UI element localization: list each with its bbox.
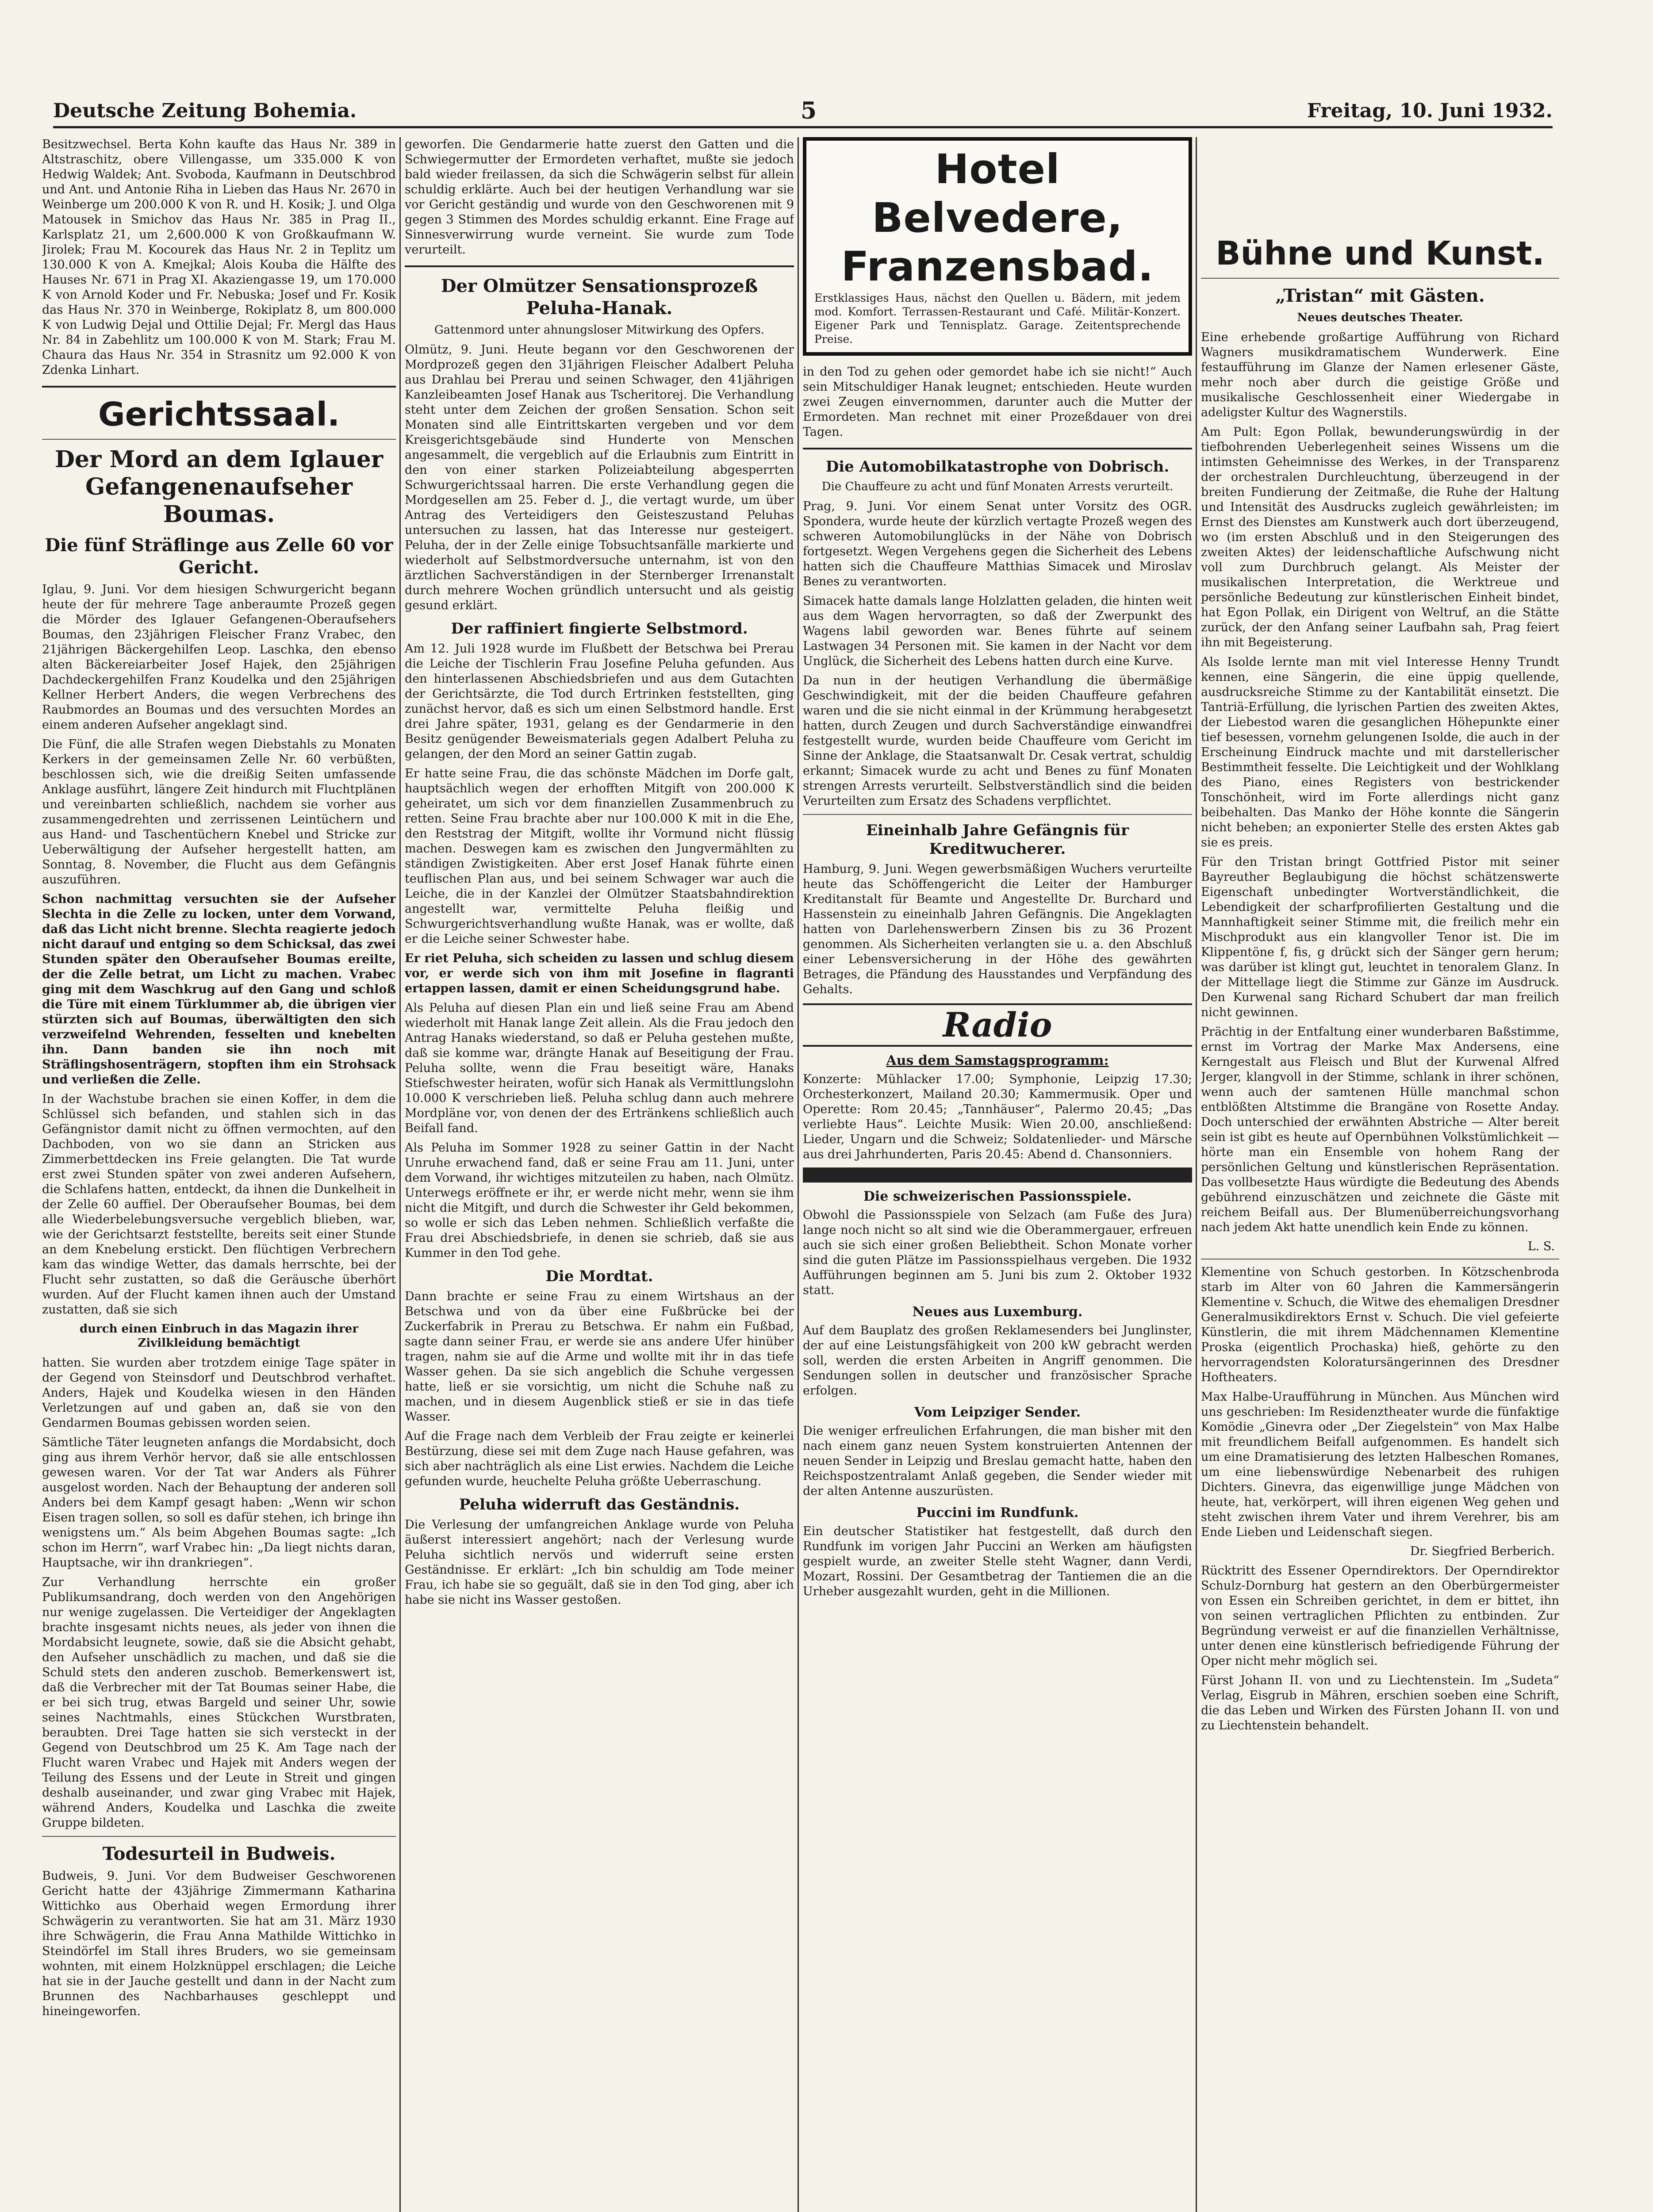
ad-text: Erstklassiges Haus, nächst den Quellen u. Bädern, mit jedem mod. Komfort. Terrassen-Restaurant und Café. Militär-Konzert. Eigener Park und Tennisplatz. Garage. Zeitentsprechende Preise. xyxy=(814,292,1181,346)
article-title: „Tristan“ mit Gästen. xyxy=(1275,285,1485,306)
paragraph: Ein deutscher Statistiker hat festgestellt, daß durch den Rundfunk im vorigen Jahr Puccini an Werken am häufigsten gespielt wurde, an zweiter Stelle steht Wagner, dann Verdi, Mozart, Rossini. Der Gesamtbetrag der Tantiemen die an die Urheber ausgezahlt wurden, geht in die Millionen. xyxy=(803,1525,1192,1598)
paragraph: Prächtig in der Entfaltung einer wunderbaren Baßstimme, ernst im Vortrag der Marke Max Andersens, eine Kerngestalt aus Fleisch und Blut der Kurwenal Alfred Jerger, klangvoll in der Stimme, schlank in ihrer schönen, wenn auch der samtenen Hülle manchmal schon entblößten Altstimme die Brangäne von Rosette Anday. Doch unterschied der erwähnten Abstriche — Alter bereit sein ist gibt es heute auf Opernbühnen Volkstümlichkeit — hörte man ein Ensemble von hohem Rang der persönlichen Geltung und künstlerischen Repräsentation. Das vollbesetzte Haus würdigte die Bedeutung des Abends gebührend einzuschätzen und zeichnete die Gäste mit reichem Beifall aus. Der Blumenüberreichungsvorhang nach jedem Akt hatte unendlich kein Ende zu können. xyxy=(1201,1025,1559,1234)
paragraph: Dann brachte er seine Frau zu einem Wirtshaus an der Betschwa und von da über eine Fußbrücke bei der Zuckerfabrik in Prerau zu Betschwa. Er nahm ein Fußbad, sagte dann seiner Frau, er werde sie ans andere Ufer hinüber tragen, nahm sie auf die Arme und wollte mit ihr in das tiefe Wasser gehen. Da sie sich angeblich die Schuhe vergessen hatte, ließ er sie vorsichtig, um nicht die Schuhe naß zu machen, und in diesem Augenblick stieß er sie in das tiefe Wasser. xyxy=(405,1290,794,1424)
divider xyxy=(1201,278,1559,279)
paragraph: In der Wachstube brachen sie einen Koffer, in dem die Schlüssel sich befanden, und stahlen sich in das Gefängnistor damit nicht zu öffnen vermochten, auf den Dachboden, von wo sie dann an Stricken aus Zimmerbettdecken ins Freie gelangten. Die Tat wurde erst zwei Stunden später von zwei anderen Aufsehern, die Schlafens hatten, entdeckt, da ihnen die Dunkelheit in der Zelle 60 auffiel. Der Oberaufseher Boumas, bei dem alle Wiederbelebungsversuche vergeblich blieben, war, wie der Gerichtsarzt feststellte, bereits seit einer Stunde an dem Knebelung erstickt. Den flüchtigen Verbrechern kam das windige Wetter, das damals herrschte, bei der Flucht sehr zustatten, so daß die Geräusche überhört wurden. Auf der Flucht kamen ihnen auch der Umstand zustatten, daß sie sich xyxy=(42,1092,396,1317)
paragraph: Am Pult: Egon Pollak, bewunderungswürdig in der tiefbohrenden Ueberlegenheit seines Wissens um die intimsten Geheimnisse des Werkes, in der Transparenz der orchestralen Durchleuchtung, überzeugend in der breiten Fundierung der Zeitmaße, die Ruhe der Haltung und Intensität des Ausdrucks zugleich gewährleisten; im Ernst des Dienstes am Kunstwerk auch dort überzeugend, wo (im ersten Abschluß und in den Steigerungen des zweiten Aktes) der leidenschaftliche Aufschwung nicht voll zum Durchbruch gelangt. Als Meister der musikalischen Interpretation, die Werktreue und persönliche Bedeutung zur künstlerischen Einheit bindet, hat Egon Pollak, ein Dirigent von Weltruf, an die Stätte zurück, der den Anfang seiner Laufbahn sah, Prag feiert ihn mit Begeisterung. xyxy=(1201,425,1559,649)
article-title: Die Automobilkatastrophe von Dobrisch. xyxy=(825,458,1170,476)
hotel-advertisement xyxy=(803,137,1192,356)
masthead xyxy=(53,95,1553,128)
paper-name: Deutsche Zeitung Bohemia. xyxy=(53,100,357,122)
radio-section-heading: Radio xyxy=(803,1003,1192,1047)
section-heading-buehne: Bühne und Kunst. xyxy=(1216,234,1545,273)
paragraph: Am 12. Juli 1928 wurde im Flußbett der Betschwa bei Prerau die Leiche der Tischlerin Frau Josefine Peluha gefunden. Aus den hinterlassenen Abschiedsbriefen und aus dem Gutachten der Gerichtsärzte, die Tod durch Ertrinken feststellten, ging zunächst hervor, daß es sich um einen Selbstmord handle. Erst drei Jahre später, 1931, gelang es der Gendarmerie in den Besitz genügender Beweismaterials gegen Adalbert Peluha zu gelangen, der den Mord an seiner Gattin zugab. xyxy=(405,642,794,761)
paragraph: Auf die Frage nach dem Verbleib der Frau zeigte er keinerlei Bestürzung, diese sei mit dem Zuge nach Hause gefahren, was sich aber nachträglich als eine List erwies. Nachdem die Leiche gefunden wurde, heuchelte Peluha größte Ueberraschung. xyxy=(405,1429,794,1488)
paragraph: Zur Verhandlung herrschte ein großer Publikumsandrang, doch werden von den Angehörigen nur wenige zugelassen. Die Verteidiger der Angeklagten brachte insgesamt nichts neues, als jeder von ihnen die Mordabsicht leugnete, sowie, daß sie die Absicht gehabt, den Aufseher unschädlich zu machen, und daß sie die Schuld stets den anderen zuschob. Bemerkenswert ist, daß die Verbrecher mit der Tat Boumas seiner Habe, die er bei sich trug, etwas Bargeld und seiner Uhr, sowie seines Nachtmahls, eines Stückchen Wurstbraten, beraubten. Drei Tage hatten sie sich versteckt in der Gegend von Deutschbrod um 25 K. Am Tage nach der Flucht waren Vrabec und Hajek mit Anders wegen der Teilung des Essens und der Leute in Streit und gingen deshalb auseinander, und zwar ging Vrabec mit Hajek, während Anders, Koudelka und Laschka die zweite Gruppe bildeten. xyxy=(42,1575,396,1830)
column-rule xyxy=(798,137,799,2212)
column-rule xyxy=(399,137,401,2212)
column-3 xyxy=(803,137,1192,2212)
divider xyxy=(42,386,396,388)
column-4 xyxy=(1201,137,1559,2212)
article-subtitle: Gattenmord unter ahnungsloser Mitwirkung des Opfers. xyxy=(434,323,764,337)
black-bar xyxy=(803,1167,1192,1183)
paragraph: in den Tod zu gehen oder gemordet habe ich sie nicht!“ Auch sein Mitschuldiger Hanak leugnet; entschieden. Heute wurden zwei Zeugen einvernommen, darunter auch die Mutter der Ermordeten. Man rechnet mit einer Prozeßdauer von drei Tagen. xyxy=(803,365,1192,439)
divider xyxy=(803,814,1192,815)
article-title: Eineinhalb Jahre Gefängnis für Kreditwucherer. xyxy=(866,822,1129,858)
paragraph: Simacek hatte damals lange Holzlatten geladen, die hinten weit aus dem Wagen hervorragten, so daß der Zwerpunkt des Wagens labil geworden war. Benes führte auf seinem Lastwagen 34 Personen mit. Sie kamen in der Nacht vor dem Unglück, die Sicherheit des Lebens hatten durch eine Kurve. xyxy=(803,594,1192,668)
article-subtitle: Die fünf Sträflinge aus Zelle 60 vor Gericht. xyxy=(45,535,393,578)
article-subtitle: Neues deutsches Theater. xyxy=(1297,311,1463,324)
paragraph: Die Fünf, die alle Strafen wegen Diebstahls zu Monaten Kerkers in der gemeinsamen Zelle Nr. 60 verbüßten, beschlossen sich, wie die dreißig Seiten umfassende Anklage ausführt, längere Zeit hindurch mit Fluchtplänen und vereinbarten schließlich, nachdem sie vorher aus zusammengedrehten und zerrissenen Leintüchern und aus Hand- und Taschentüchern Knebel und Stricke zur Ueberwältigung der Aufseher hergestellt hatten, am Sonntag, 8. November, die Flucht aus dem Gefängnis auszuführen. xyxy=(42,737,396,887)
paragraph: Die Verlesung der umfangreichen Anklage wurde von Peluha äußerst interessiert angehört; nach der Verlesung wurde Peluha sichtlich nervös und widerruft seine ersten Geständnisse. Er erklärt: „Ich bin schuldig am Tode meiner Frau, ich habe sie so geguält, daß sie in den Tod ging, aber ich habe sie nicht ins Wasser gestoßen. xyxy=(405,1518,794,1607)
divider xyxy=(405,265,794,267)
article-title: Der Mord an dem Iglauer Gefangenenaufseher Boumas. xyxy=(54,446,384,528)
issue-date: Freitag, 10. Juni 1932. xyxy=(1307,100,1553,122)
paragraph: Die weniger erfreulichen Erfahrungen, die man bisher mit den nach einem ganz neuen System konstruierten Antennen der neuen Sender in Leipzig und Breslau gemacht hatte, haben den Reichspostzentralamt Anlaß gegeben, die Sender wieder mit der alten Antenne auszurüsten. xyxy=(803,1424,1192,1498)
paragraph: Als Peluha im Sommer 1928 zu seiner Gattin in der Nacht Unruhe erwachend fand, daß er seine Frau am 11. Juni, unter dem Vorwand, ihr wichtiges mitzuteilen zu haben, nach Olmütz. Unterwegs eröffnete er ihr, er werde nicht mehr, wenn sie ihm nicht die Mitgift, und durch die Schwester ihr Geld bekommen, so wolle er sich das Leben nehmen. Schließlich verfaßte die Frau drei Abschiedsbriefe, in denen sie schrieb, daß sie aus Kummer in den Tod gehe. xyxy=(405,1141,794,1260)
paragraph: Eine erhebende großartige Aufführung von Richard Wagners musikdramatischem Wunderwerk. Eine festaufführung im Glanze der Namen erlesener Gäste, mehr noch aber durch die geistige Größe und musikalische Geschlossenheit einer Wiedergabe in adeligster Kultur des Wagnerstils. xyxy=(1201,330,1559,419)
paragraph: Obwohl die Passionsspiele von Selzach (am Fuße des Jura) lange noch nicht so alt sind wie die Oberammergauer, erfreuen auch sie sich einer großen Beliebtheit. Schon Monate vorher sind die guten Plätze im Passionsspielhaus vergeben. Die 1932 Aufführungen beginnen am 5. Juni bis zum 2. Oktober 1932 statt. xyxy=(803,1208,1192,1297)
column-rule xyxy=(1196,137,1197,2212)
paragraph: Hamburg, 9. Juni. Wegen gewerbsmäßigen Wuchers verurteilte heute das Schöffengericht die Leiter der Hamburger Kreditanstalt für Beamte und Angestellte Dr. Burchard und Hassenstein zu eineinhalb Jahren Gefängnis. Die Angeklagten hatten von Darlehenswerbern Zinsen bis zu 36 Prozent genommen. Als Sicherheiten verlangten sie u. a. den Abschluß einer Lebensversicherung in der Höhe des gewährten Betrages, die Pfändung des Hausstandes und Verpfändung des Gehalts. xyxy=(803,862,1192,996)
paragraph: Budweis, 9. Juni. Vor dem Budweiser Geschworenen Gericht hatte der 43jährige Zimmermann Katharina Wittichko aus Oberhaid wegen Ermordung ihrer Schwägerin zu verantworten. Sie hat am 31. März 1930 ihre Schwägerin, die Frau Anna Mathilde Wittichko in Steindörfel im Stall ihres Bruders, wo sie gemeinsam wohnten, mit einem Holzknüppel erschlagen; die Leiche hat sie in der Jauche gestellt und dann in der Nacht zum Brunnen des Nachbarhauses geschleppt und hineingeworfen. xyxy=(42,1869,396,2018)
article-subtitle: Die Chauffeure zu acht und fünf Monaten Arrests verurteilt. xyxy=(821,480,1174,493)
news-item: Klementine von Schuch gestorben. In Kötzschenbroda starb im Alter von 60 Jahren die Kammersängerin Klementine v. Schuch, die Witwe des ehemaligen Dresdner Generalmusikdirektors Ernst v. Schuch. Die viel gefeierte Künstlerin, die mit ihrem Mädchennamen Klementine Proska (eigentlich Prochaska) hieß, gehörte zu den hervorragendsten Koloratursängerinnen des Dresdner Hoftheaters. xyxy=(1201,1265,1559,1384)
paragraph: Auf dem Bauplatz des großen Reklamesenders bei Junglinster, der auf eine Leistungsfähigkeit von 200 kW gebracht werden soll, werden die ersten Arbeiten in Angriff genommen. Die Sendungen sollen in deutscher und französischer Sprache erfolgen. xyxy=(803,1324,1192,1398)
paragraph: Er riet Peluha, sich scheiden zu lassen und schlug diesem vor, er werde sich von ihm mit Josefine in flagranti ertappen lassen, damit er einen Scheidungsgrund habe. xyxy=(405,952,794,995)
article-title: Der Olmützer Sensationsprozeß Peluha-Hanak. xyxy=(441,276,758,319)
divider xyxy=(42,1836,396,1837)
paragraph: Iglau, 9. Juni. Vor dem hiesigen Schwurgericht begann heute der für mehrere Tage anberaumte Prozeß gegen die Mörder des Iglauer Gefangenen-Oberaufsehers Boumas, den 23jährigen Fleischer Franz Vrabec, den 21jährigen Bäckergehilfen Leop. Laschka, den ebenso alten Bäckereiarbeiter Josef Hajek, den 25jährigen Dachdeckergehilfen Franz Koudelka und den 25jährigen Kellner Herbert Anders, die wegen Verbrechens des Raubmordes an Boumas und des versuchten Mordes an einem anderen Aufseher angeklagt sind. xyxy=(42,583,396,732)
radio-subheading: Aus dem Samstagsprogramm: xyxy=(886,1053,1109,1068)
column-1 xyxy=(42,137,396,2212)
column-2 xyxy=(405,137,794,2212)
divider xyxy=(42,439,396,440)
divider xyxy=(803,448,1192,449)
paragraph: Als Isolde lernte man mit viel Interesse Henny Trundt kennen, eine Sängerin, die eine üppig quellende, ausdrucksreiche Stimme zu der Kantabilität einsetzt. Die Tantriä-Erfüllung, die lyrischen Partien des zweiten Aktes, der Liebestod waren die gesanglichen Höhepunkte einer tief besessen, vornehm gelungenen Isolde, die auch in der Erscheinung Eindruck machte und mit darstellerischer Bestimmtheit fesselte. Die Leichtigkeit und der Wohlklang des Piano, eines Registers von bestrickender Tonschönheit, wird im Forte allerdings nicht ganz beibehalten. Das Manko der Höhe konnte die Sängerin nicht beheben; an exponierter Stelle des ersten Aktes gab sie es preis. xyxy=(1201,655,1559,849)
news-item: Max Halbe-Uraufführung in München. Aus München wird uns geschrieben: Im Residenztheater wurde die fünfaktige Komödie „Ginevra oder „Der Ziegelstein“ von Max Halbe mit freundlichem Beifall aufgenommen. Es handelt sich um eine Dramatisierung des letzten Halbeschen Romanes, um eine liebenswürdige Nebenarbeit des ruhigen Dichters. Ginevra, das eigenwillige junge Mädchen von heute, hat, verkörpert, will ihren eigenen Weg gehen und steht zwischen ihrem Vater und ihrem Verehrer, bis am Ende Lieben und Leidenschaft siegen. xyxy=(1201,1390,1559,1539)
author-signature: Dr. Siegfried Berberich. xyxy=(1410,1544,1555,1558)
radio-subheading: Neues aus Luxemburg. xyxy=(912,1304,1083,1320)
paragraph: Da nun in der heutigen Verhandlung die übermäßige Geschwindigkeit, mit der die beiden Chauffeure gefahren waren und die sie nicht einmal in der Krümmung herabgesetzt hatten, durch Zeugen und durch Sachverständige einwandfrei festgestellt wurde, wurden beide Chauffeure vom Gericht im Sinne der Anklage, die Staatsanwalt Dr. Cesak vertrat, schuldig erkannt; Simacek wurde zu acht und Benes zu fünf Monaten strengen Arrests verurteilt. Selbstverständlich sind die beiden Verurteilten zum Ersatz des Schadens verpflichtet. xyxy=(803,674,1192,808)
paragraph: geworfen. Die Gendarmerie hatte zuerst den Gatten und die Schwiegermutter der Ermordeten verhaftet, mußte sie jedoch bald wieder freilassen, da sich die Schwägerin selbst für allein schuldig erklärte. Auch bei der heutigen Verhandlung war sie vor Gericht geständig und wurde von den Geschworenen mit 9 gegen 3 Stimmen des Mordes schuldig erkannt. Eine Frage auf Sinnesverwirrung wurde verneint. Sie wurde zum Tode verurteilt. xyxy=(405,138,794,257)
besitzwechsel-notice: Besitzwechsel. Berta Kohn kaufte das Haus Nr. 389 in Altstraschitz, obere Villengasse, um 335.000 K von Hedwig Waldek; Ant. Svoboda, Kaufmann in Deutschbrod und Ant. und Antonie Riha in Lieben das Haus Nr. 2670 in Weinberge um 200.000 K von R. und H. Kosik; J. und Olga Matousek in Smichov das Haus Nr. 385 in Prag II., Karlsplatz 21, um 2,600.000 K von Großkaufmann W. Jirolek; Frau M. Kocourek das Haus Nr. 2 in Teplitz um 130.000 K von A. Kmejkal; Alois Kouba die Hälfte des Hauses Nr. 671 in Prag XI. Akaziengasse 19, um 170.000 K von Arnold Koder und Fr. Nebuska; Josef und Fr. Kosik das Haus Nr. 370 in Weinberge, Rokiplatz 8, um 800.000 K von Ludwig Dejal und Ottilie Dejal; Fr. Mergl das Haus Nr. 84 in Zabehlitz um 100.000 K von M. Stark; Frau M. Chaura das Haus Nr. 354 in Strasnitz um 92.000 K von Zdenka Linhart. xyxy=(42,138,396,377)
paragraph: Er hatte seine Frau, die das schönste Mädchen im Dorfe galt, hauptsächlich wegen der erhofften Mitgift von 200.000 K geheiratet, um sich vor dem finanziellen Zusammenbruch zu retten. Seine Frau brachte aber nur 100.000 K mit in die Ehe, den Reststrag der Mitgift, wollte ihr Vormund nicht flüssig machen. Deswegen kam es zwischen den Jungvermählten zu ständigen Zwistigkeiten. Aber erst Josef Hanak führte einen teuflischen Plan aus, und bei seinem Schwager war auch die Leiche, die in der Kanzlei der Olmützer Staatsbahndirektion angestellt war, vermittelte Peluha fleißig und Schwurgerichtsverhandlung wußte Hanak, was er wollte, daß er die Leiche seiner Schwester habe. xyxy=(405,767,794,946)
page-number: 5 xyxy=(801,97,817,124)
radio-subheading: Vom Leipziger Sender. xyxy=(914,1405,1081,1420)
ad-title: Hotel Belvedere, Franzensbad. xyxy=(841,146,1154,290)
paragraph: hatten. Sie wurden aber trotzdem einige Tage später in der Gegend von Steinsdorf und Deutschbrod verhaftet. Anders, Hajek und Koudelka wiesen in den Händen Verletzungen auf und gaben an, daß sie von den Gendarmen Boumas gebissen worden seien. xyxy=(42,1356,396,1430)
paragraph: Olmütz, 9. Juni. Heute begann vor den Geschworenen der Mordprozeß gegen den 31jährigen Fleischer Adalbert Peluha aus Drahlau bei Prerau und seinen Schwager, den 41jährigen Kanzleibeamten Josef Hanak aus Tscheritorej. Die Verhandlung steht unter dem Zeichen der großen Sensation. Schon seit Monaten sind alle Eintrittskarten vergeben und vor dem Kreisgerichtsgebäude sind Hunderte von Menschen angesammelt, die vergeblich auf die Erlaubnis zum Eintritt in den von einer starken Polizeiabteilung abgesperrten Schwurgerichtssaal harren. Die erste Verhandlung gegen die Mordgesellen am 25. Feber d. J., die vertagt wurde, um über Antrag des Verteidigers den Geisteszustand Peluhas untersuchen zu lassen, hat das Interesse nur gesteigert. Peluha, der in der Zelle einige Tobsuchtsanfälle markierte und wiederholt auf Selbstmordversuche unternahm, ist von den ärztlichen Sachverständigen in der Sternberger Irrenanstalt durch mehrere Wochen gründlich untersucht und als geistig gesund erklärt. xyxy=(405,343,794,612)
paragraph: Sämtliche Täter leugneten anfangs die Mordabsicht, doch ging aus ihrem Verhör hervor, daß sie alle entschlossen gewesen waren. Vor der Tat war Anders als Führer ausgelost worden. Nach der Behauptung der anderen soll Anders bei dem Kampf gesagt haben: „Wenn wir schon Eisen tragen sollen, so soll es dafür stehen, ich bringe ihn wenigstens um.“ Als beim Abgehen Boumas sagte: „Ich schon im Herrn“, warf Vrabec hin: „Da liegt nichts daran, Hauptsache, wir ihn drankriegen“. xyxy=(42,1436,396,1570)
paragraph: Prag, 9. Juni. Vor einem Senat unter Vorsitz des OGR. Spondera, wurde heute der kürzlich vertagte Prozeß wegen des schweren Automobilunglücks in der Nähe von Dobrisch fortgesetzt. Wegen Vergehens gegen die Sicherheit des Lebens hatten sich die Chauffeure Matthias Simacek und Miroslav Benes zu verantworten. xyxy=(803,499,1192,588)
section-heading-gerichtssaal: Gerichtssaal. xyxy=(98,396,340,434)
news-item: Fürst Johann II. von und zu Liechtenstein. Im „Sudeta“ Verlag, Eisgrub in Mähren, erschien soeben eine Schrift, die das Leben und Wirken des Fürsten Johann II. von und zu Liechtenstein behandelt. xyxy=(1201,1674,1559,1732)
radio-subheading: Puccini im Rundfunk. xyxy=(916,1505,1079,1521)
radio-subheading: Die schweizerischen Passionsspiele. xyxy=(863,1189,1132,1204)
article-title: Todesurteil in Budweis. xyxy=(102,1843,336,1864)
divider xyxy=(1201,1259,1559,1260)
section-subheading: Der raffiniert fingierte Selbstmord. xyxy=(451,620,748,637)
paragraph: Als Peluha auf diesen Plan ein und ließ seine Frau am Abend wiederholt mit Hanak lange Zeit allein. Als die Frau jedoch den Antrag Hanaks wiederstand, so daß er Peluha gestehen mußte, daß sie komme war, drängte Hanak auf Beseitigung der Frau. Peluha sollte, wenn die Frau beseitigt wäre, Hanaks Stiefschwester heiraten, wofür sich Hanak als Vermittlungslohn 10.000 K verschrieben ließ. Peluha schlug dann auch mehrere Mordpläne vor, von denen der des Ertränkens schließlich auch Beifall fand. xyxy=(405,1001,794,1135)
paragraph: Konzerte: Mühlacker 17.00; Symphonie, Leipzig 17.30; Orchesterkonzert, Mailand 20.30; Kammermusik. Oper und Operette: Rom 20.45; „Tannhäuser“, Palermo 20.45; „Das verliebte Haus“. Leichte Musik: Wien 20.00, anschließend: Lieder, Ungarn und die Schweiz; Soldatenlieder- und Märsche aus drei Jahrhunderten, Paris 20.45: Abend d. Chansonniers. xyxy=(803,1072,1192,1161)
paragraph: Für den Tristan bringt Gottfried Pistor mit seiner Bayreuther Beglaubigung die höchst schätzenswerte Eigenschaft unbedingter Wortverständlichkeit, die Lebendigkeit der scharfprofilierten Gestaltung und die Mannhaftigkeit seiner Stimme mit, die freilich mehr ein Mischprodukt aus ein klangvoller Tenor ist. Die im Klippentöne f, fis, g drückt sich der Sänger gern herum; was darüber ist klingt gut, leuchtet in tenoralem Glanz. In der Mittellage liegt die Stimme zur Gänze im Ausdruck. Den Kurwenal sang Richard Schubert dar man freilich nicht gewinnen. xyxy=(1201,855,1559,1019)
paragraph: durch einen Einbruch in das Magazin ihrer Zivilkleidung bemächtigt xyxy=(79,1322,359,1350)
news-item: Rücktritt des Essener Operndirektors. Der Operndirektor Schulz-Dornburg hat gestern an den Oberbürgermeister von Essen ein Schreiben gerichtet, in dem er bittet, ihn von seinen vertraglichen Pflichten zu entbinden. Zur Begründung verweist er auf die finanziellen Verhältnisse, unter denen eine künstlerisch befriedigende Führung der Oper nicht mehr möglich sei. xyxy=(1201,1564,1559,1668)
author-signature: L. S. xyxy=(1527,1240,1555,1253)
section-subheading: Die Mordtat. xyxy=(545,1267,653,1285)
paragraph: Schon nachmittag versuchten sie der Aufseher Slechta in die Zelle zu locken, unter dem Vorwand, daß das Licht nicht brenne. Slechta reagierte jedoch nicht darauf und entging so dem Schicksal, das zwei Stunden später den Oberaufseher Boumas ereilte, der die Zelle betrat, um Licht zu machen. Vrabec ging mit dem Waschkrug auf den Gang und schloß die Türe mit einem Türklummer ab, die übrigen vier stürzten sich auf Boumas, überwältigten den sich verzweifelnd Wehrenden, fesselten und knebelten ihn. Dann banden sie ihn noch mit Sträflingshosenträgern, stopften ihm ein Strohsack und verließen die Zelle. xyxy=(42,892,396,1087)
section-subheading: Peluha widerruft das Geständnis. xyxy=(459,1496,740,1513)
